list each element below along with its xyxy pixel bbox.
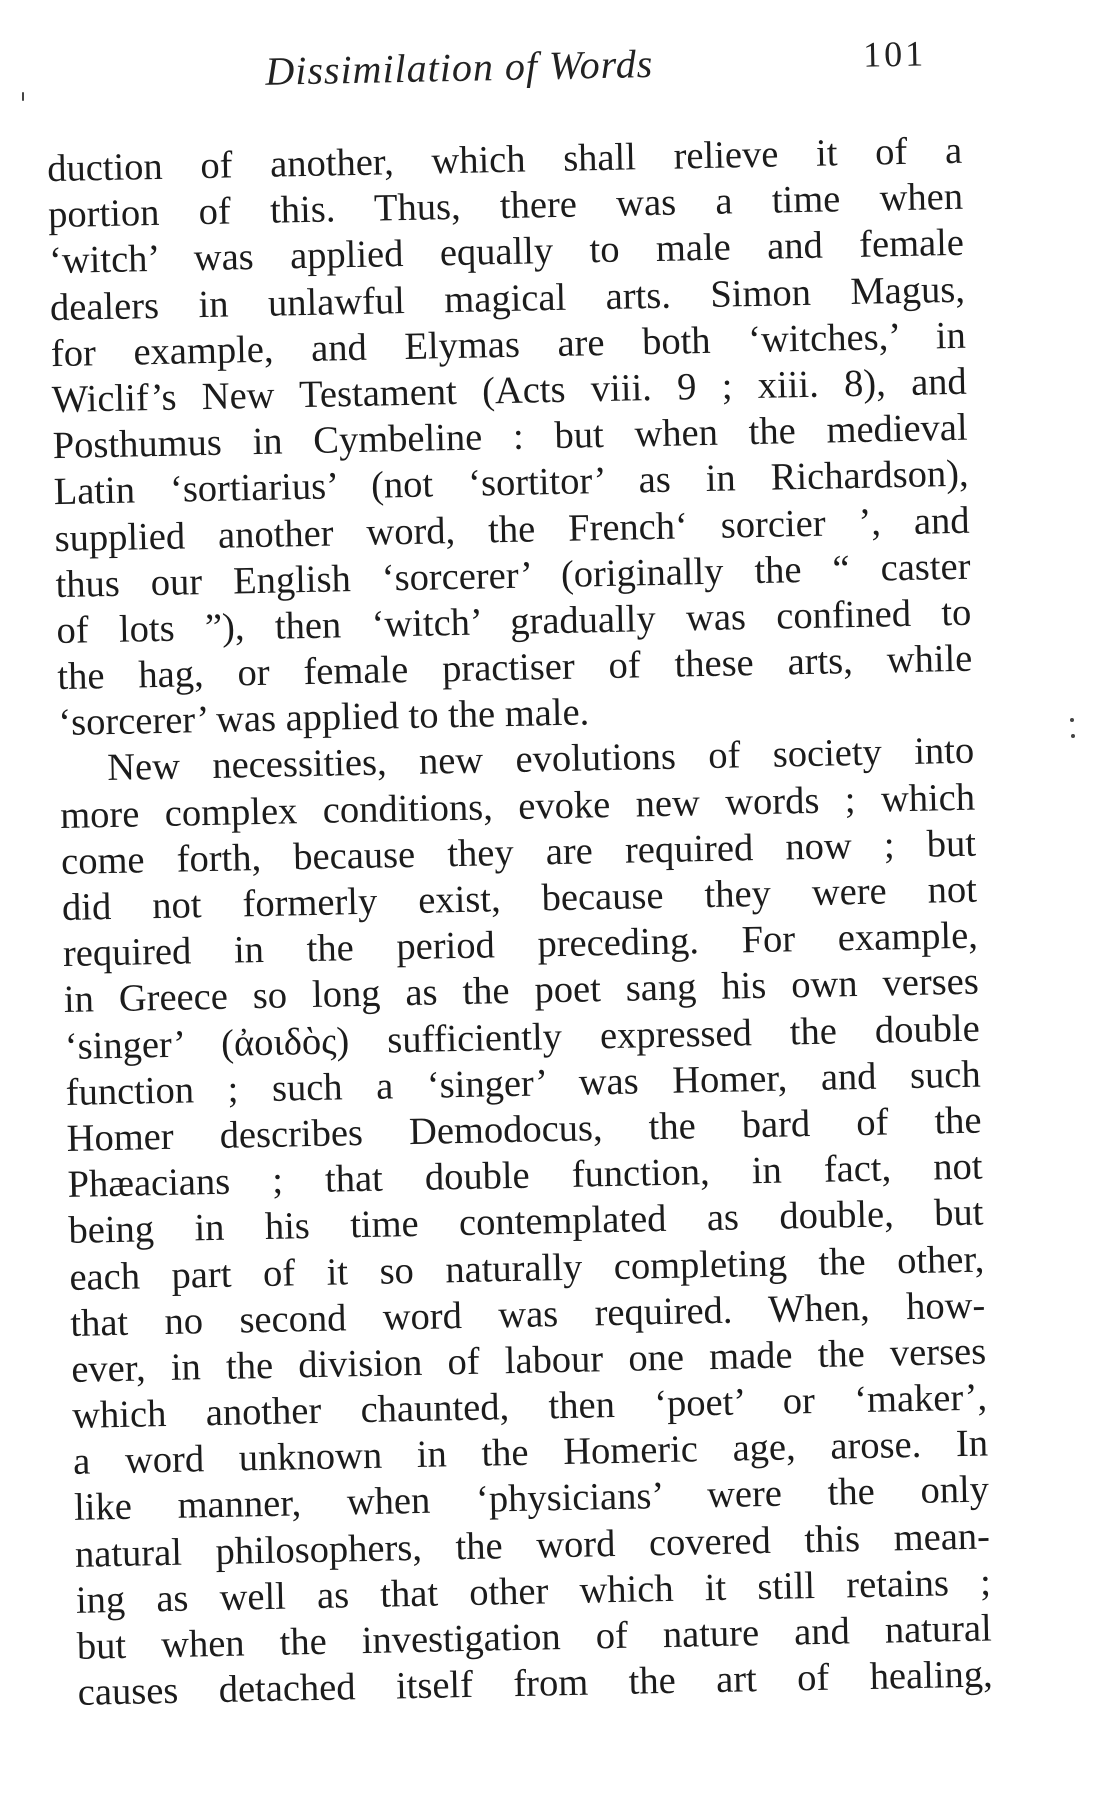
text-line: did not formerly exist, because they were not [61, 868, 978, 929]
text-line: ‘singer’ (ἀοιδὸς) sufficiently expressed the double [64, 1007, 981, 1068]
text-line: for example, and Elymas are both ‘witches,’ in [50, 314, 967, 375]
text-line: ‘sorcerer’ was applied to the male. [57, 691, 590, 745]
scan-speck [1070, 718, 1074, 722]
text-line: the hag, or female practiser of these arts, while [57, 637, 973, 699]
text-line: Wiclif’s New Testament (Acts viii. 9 ; xiii. 8), and [51, 360, 968, 422]
text-line: in Greece so long as the poet sang his own verses [63, 960, 980, 1022]
text-line: Latin ‘sortiarius’ (not ‘sortitor’ as in Richardson), [53, 453, 969, 514]
text-line: which another chaunted, then ‘poet’ or ‘maker’, [71, 1376, 988, 1437]
text-line: supplied another word, the French‘ sorcier ’, and [54, 499, 970, 560]
text-line: portion of this. Thus, there was a time when [47, 175, 964, 237]
text-line: required in the period preceding. For example, [62, 914, 979, 976]
text-line: of lots ”), then ‘witch’ gradually was confined to [56, 591, 972, 652]
text-line: that no second word was required. When, how- [69, 1284, 986, 1345]
text-line: like manner, when ‘physicians’ were the only [73, 1468, 990, 1530]
text-line: ever, in the division of labour one made the verses [70, 1330, 987, 1391]
text-line: thus our English ‘sorcerer’ (originally the “ caster [55, 545, 971, 606]
text-line: dealers in unlawful magical arts. Simon Magus, [49, 268, 966, 329]
page-header [0, 27, 1088, 119]
body-text [47, 128, 993, 1716]
text-line: come forth, because they are required now ; but [60, 822, 977, 883]
text-line: function ; such a ‘singer’ was Homer, and such [65, 1053, 982, 1114]
text-line: Phæacians ; that double function, in fact, not [67, 1145, 983, 1207]
text-line: ‘witch’ was applied equally to male and female [48, 222, 965, 283]
text-line: New necessities, new evolutions of society into [106, 730, 975, 790]
page-number: 101 [862, 33, 927, 75]
text-line: but when the investigation of nature and natural [76, 1607, 993, 1668]
text-line: natural philosophers, the word covered this mean- [74, 1515, 991, 1576]
text-line: causes detached itself from the art of healing, [77, 1653, 994, 1715]
running-title: Dissimilation of Words [264, 40, 654, 94]
text-line: Posthumus in Cymbeline : but when the medieval [52, 406, 969, 468]
text-line: each part of it so naturally completing the other, [69, 1238, 985, 1299]
text-line: more complex conditions, evoke new words ; which [59, 776, 976, 837]
text-line: Homer describes Demodocus, the bard of the [66, 1099, 982, 1160]
scan-speck [1071, 734, 1075, 738]
scan-speck [22, 92, 24, 101]
text-line: ing as well as that other which it still retains ; [75, 1561, 992, 1622]
text-line: duction of another, which shall relieve it of a [46, 129, 963, 191]
text-line: a word unknown in the Homeric age, arose. In [72, 1422, 989, 1484]
text-line: being in his time contemplated as double, but [68, 1191, 984, 1253]
